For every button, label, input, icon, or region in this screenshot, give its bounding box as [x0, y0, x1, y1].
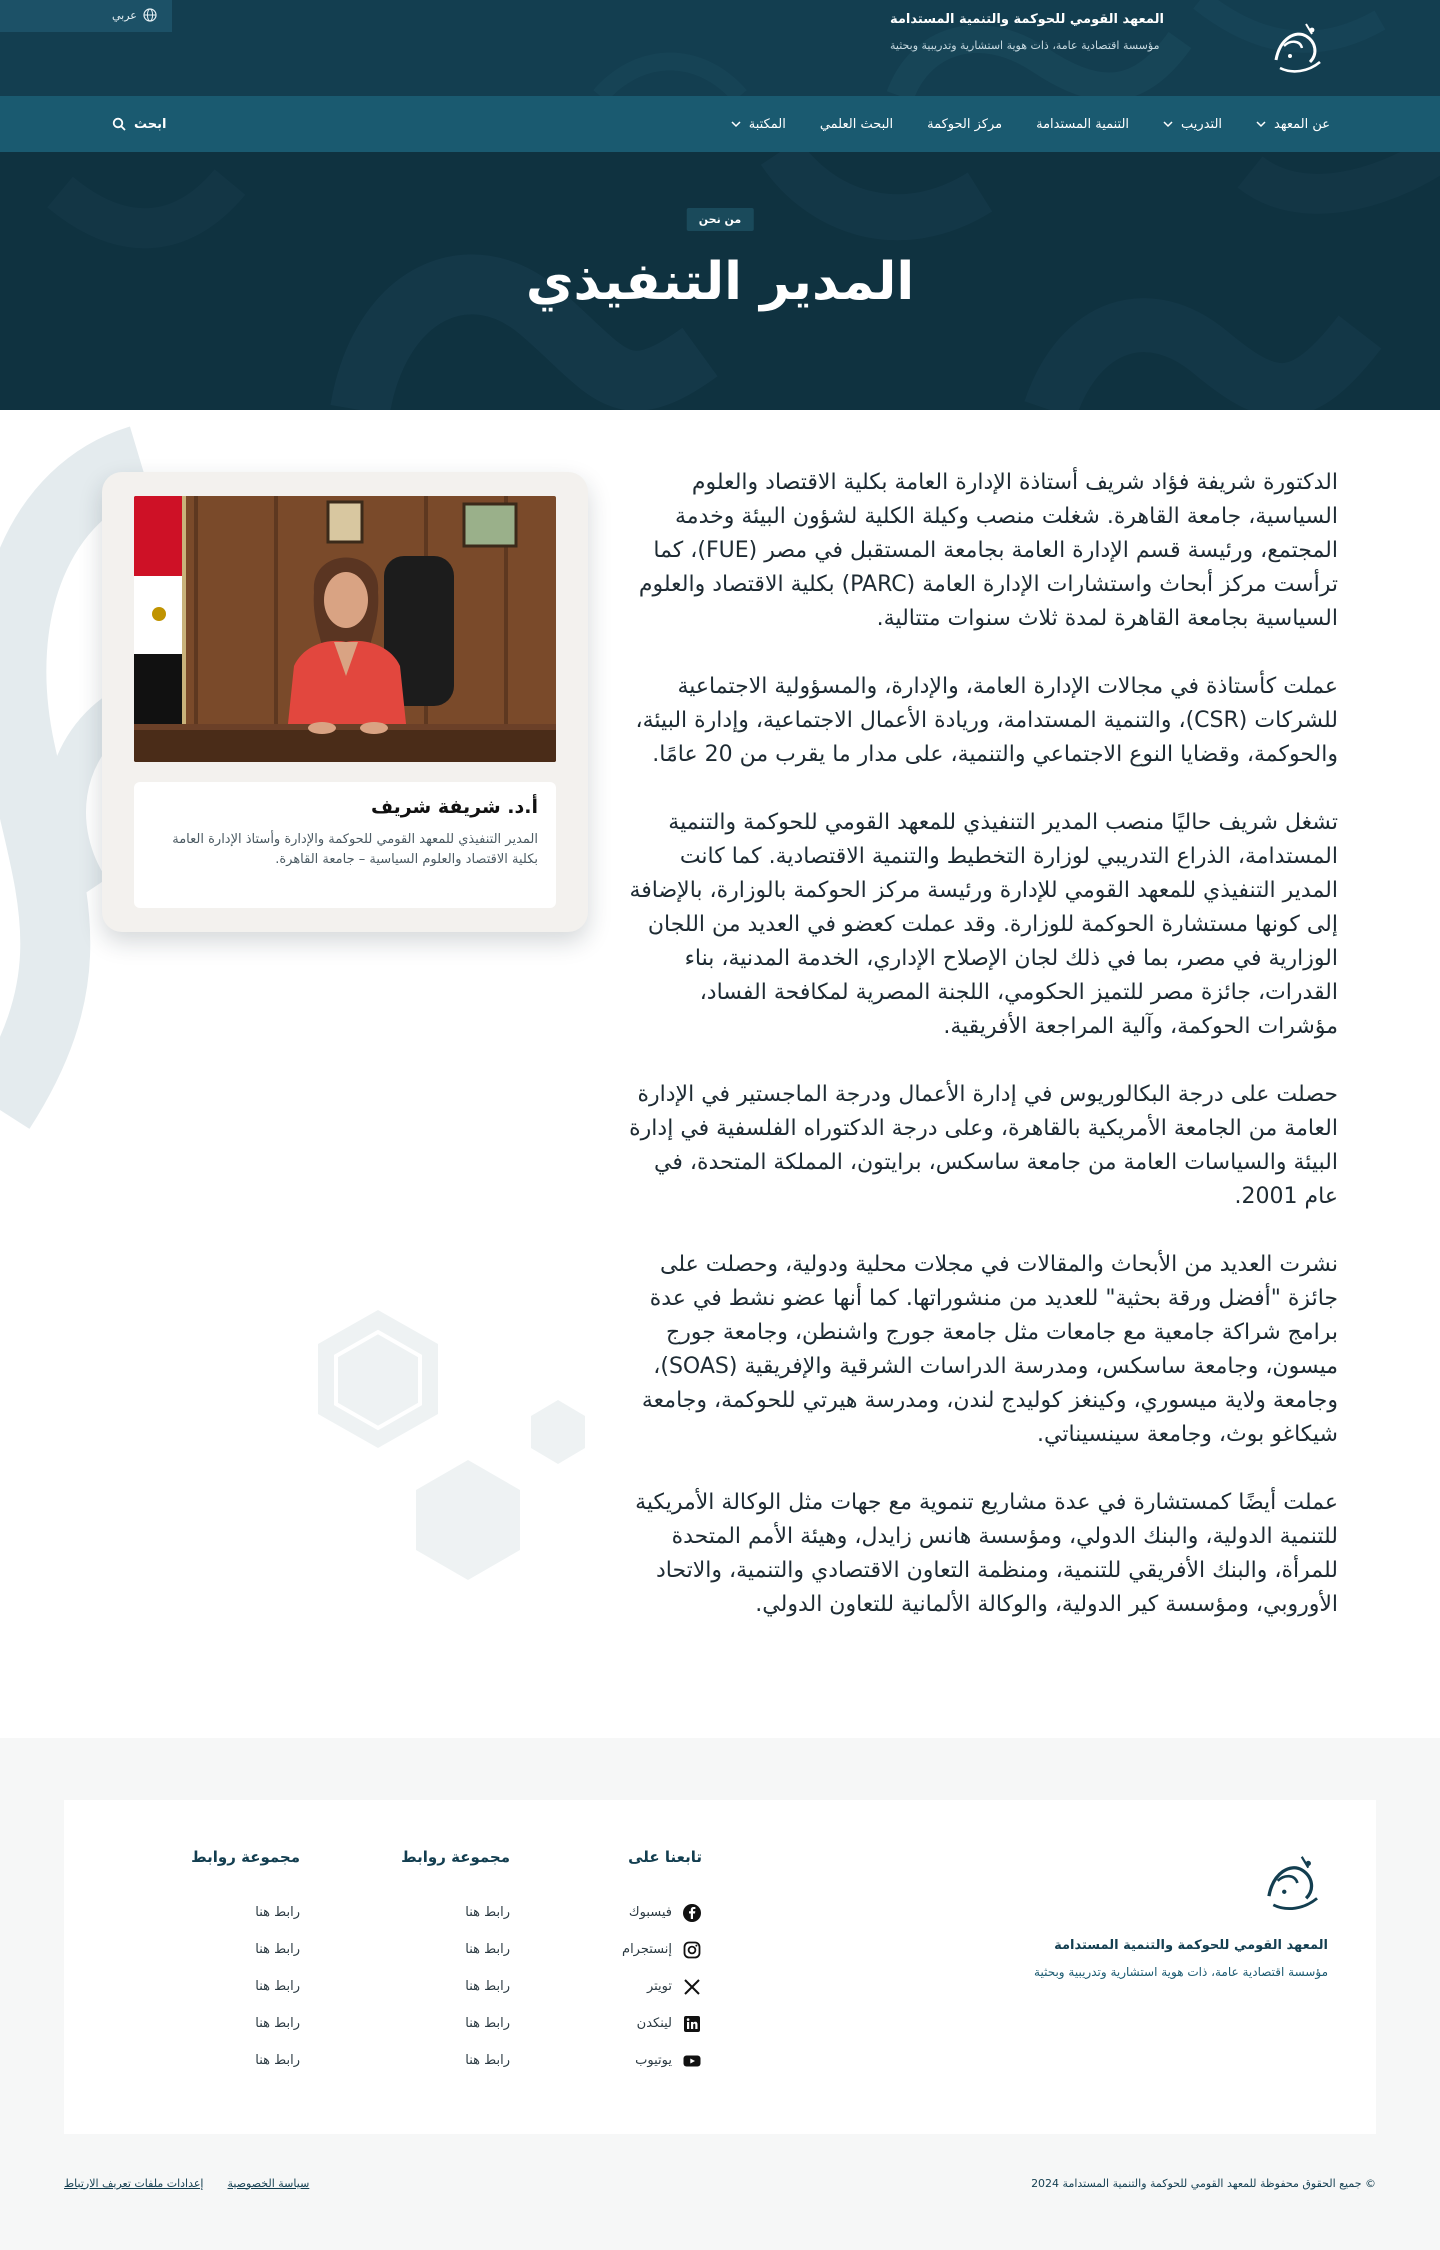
footer-link[interactable]: رابط هنا	[255, 2053, 300, 2068]
footer-panel	[64, 1800, 1376, 2134]
bio-paragraph: عملت كأستاذة في مجالات الإدارة العامة، والإدارة، والمسؤولية الاجتماعية للشركات (CSR)، والتنمية المستدامة، وريادة الأعمال الاجتماعية، وإدارة البيئة، والحوكمة، وقضايا النوع الاجتماعي والتنمية، على مدار ما يقرب من 20 عامًا.	[635, 674, 1338, 767]
social-link-youtube[interactable]	[622, 2042, 702, 2079]
nav-item-library[interactable]	[731, 117, 786, 132]
footer-link[interactable]: رابط هنا	[255, 2016, 300, 2031]
nav-item-label: مركز الحوكمة	[927, 116, 1003, 132]
profile-photo	[134, 496, 556, 762]
nav-item-about[interactable]	[1256, 117, 1330, 132]
chevron-down-icon	[1163, 119, 1173, 129]
social-link-label: إنستجرام	[622, 1942, 672, 1957]
brand-name: المعهد القومي للحوكمة والتنمية المستدامة	[890, 12, 1164, 27]
privacy-policy-link[interactable]: سياسة الخصوصية	[227, 2176, 310, 2190]
nav-item-label: التدريب	[1181, 116, 1223, 132]
nav-item-sustainable-development[interactable]	[1036, 117, 1129, 132]
footer-column-title: مجموعة روابط	[191, 1848, 300, 1866]
cookie-settings-link[interactable]: إعدادات ملفات تعريف الارتباط	[64, 2176, 204, 2190]
nav-menu	[731, 96, 1330, 152]
social-link-twitter[interactable]	[622, 1968, 702, 2005]
instagram-icon	[682, 1940, 702, 1960]
social-link-label: لينكدن	[636, 2016, 672, 2031]
nav-item-training[interactable]	[1163, 117, 1222, 132]
footer-brand-tagline: مؤسسة اقتصادية عامة، ذات هوية استشارية وتدريبية وبحثية	[1034, 1965, 1328, 1979]
social-link-instagram[interactable]	[622, 1931, 702, 1968]
bio-paragraph: تشغل شريف حاليًا منصب المدير التنفيذي للمعهد القومي للحوكمة والتنمية المستدامة، الذراع التدريبي لوزارة التخطيط والتنمية الاقتصادية. كما كانت المدير التنفيذي للمعهد القومي للإدارة ورئيسة مركز الحوكمة بالوزارة، بالإضافة إلى كونها مستشارة الحوكمة للوزارة. وقد عملت كعضو في العديد من اللجان الوزارية في مصر، بما في ذلك لجان الإصلاح الإداري، الخدمة المدنية، بناء القدرات، جائزة مصر للتميز الحكومي، اللجنة المصرية لمكافحة الفساد، مؤشرات الحوكمة، وآلية المراجعة الأفريقية.	[629, 810, 1338, 1039]
language-label: عربي	[112, 8, 137, 22]
social-link-linkedin[interactable]	[622, 2005, 702, 2042]
footer-link[interactable]: رابط هنا	[465, 2016, 510, 2031]
profile-card	[102, 472, 588, 932]
bio-paragraph: حصلت على درجة البكالوريوس في إدارة الأعمال ودرجة الماجستير في الإدارة العامة من الجامعة الأمريكية بالقاهرة، وعلى درجة الدكتوراه الفلسفية في إدارة البيئة والسياسات العامة من جامعة ساسكس، برايتون، المملكة المتحدة، في عام 2001.	[629, 1082, 1338, 1209]
profile-name: أ.د. شريفة شريف	[370, 796, 538, 818]
nav-item-governance-center[interactable]	[927, 117, 1002, 132]
footer-brand	[988, 1848, 1328, 1979]
nav-item-label: البحث العلمي	[819, 116, 894, 132]
nav-item-label: التنمية المستدامة	[1036, 116, 1130, 132]
footer-link[interactable]: رابط هنا	[255, 1905, 300, 1920]
linkedin-icon	[682, 2014, 702, 2034]
footer	[0, 1738, 1440, 2250]
brand-tagline: مؤسسة اقتصادية عامة، ذات هوية استشارية وتدريبية وبحثية	[890, 39, 1160, 52]
institute-logo-icon	[1258, 1848, 1328, 1918]
facebook-icon	[682, 1903, 702, 1923]
footer-link[interactable]: رابط هنا	[255, 1979, 300, 1994]
youtube-icon	[682, 2051, 702, 2071]
footer-link[interactable]: رابط هنا	[465, 1979, 510, 1994]
footer-follow-column	[622, 1848, 702, 2079]
breadcrumb[interactable]: من نحن	[687, 208, 754, 231]
search-button[interactable]	[112, 96, 166, 152]
nav-item-label: المكتبة	[748, 116, 786, 132]
globe-icon	[143, 8, 157, 22]
footer-links-column-1	[401, 1848, 510, 2079]
chevron-down-icon	[731, 119, 741, 129]
nav-item-research[interactable]	[820, 117, 893, 132]
legal-links	[64, 2177, 309, 2190]
bio-paragraph: الدكتورة شريفة فؤاد شريف أستاذة الإدارة العامة بكلية الاقتصاد والعلوم السياسية، جامعة القاهرة. شغلت منصب وكيلة الكلية لشؤون البيئة وخدمة المجتمع، ورئيسة قسم الإدارة العامة بجامعة المستقبل في مصر (FUE)، كما ترأست مركز أبحاث واستشارات الإدارة العامة (PARC) بكلية الاقتصاد والعلوم السياسية بجامعة القاهرة لمدة ثلاث سنوات متتالية.	[638, 470, 1338, 631]
bio-paragraph: عملت أيضًا كمستشارة في عدة مشاريع تنموية مع جهات مثل الوكالة الأمريكية للتنمية الدولية، والبنك الدولي، ومؤسسة هانس زايدل، وهيئة الأمم المتحدة للمرأة، والبنك الأفريقي للتنمية، ومنظمة التعاون الاقتصادي والتنمية، والاتحاد الأوروبي، ومؤسسة كير الدولية، والوكالة الألمانية للتعاون الدولي.	[635, 1490, 1338, 1617]
bio-paragraph: نشرت العديد من الأبحاث والمقالات في مجلات محلية ودولية، وحصلت على جائزة "أفضل ورقة بحثية" للعديد من منشوراتها. كما أنها عضو نشط في عدة برامج شراكة جامعية مع جامعات مثل جامعة جورج واشنطن، وجامعة جورج ميسون، وجامعة ساسكس، ومدرسة الدراسات الشرقية والإفريقية (SOAS)، وجامعة ولاية ميسوري، وكينغز كوليدج لندن، ومدرسة هيرتي للحوكمة، وجامعة شيكاغو بوث، وجامعة سينسيناتي.	[641, 1252, 1338, 1447]
top-header-bar	[0, 0, 1440, 96]
footer-link[interactable]: رابط هنا	[465, 2053, 510, 2068]
search-label: ابحث	[134, 116, 167, 132]
footer-column-title: تابعنا على	[628, 1848, 702, 1866]
copyright-text: © جميع الحقوق محفوظة للمعهد القومي للحوكمة والتنمية المستدامة 2024	[1031, 2176, 1376, 2190]
page-title: المدير التنفيذي	[525, 252, 915, 312]
main-navigation	[0, 96, 1440, 152]
language-switch[interactable]	[112, 8, 157, 22]
footer-column-title: مجموعة روابط	[401, 1848, 510, 1866]
social-link-label: يوتيوب	[635, 2053, 672, 2068]
footer-link[interactable]: رابط هنا	[465, 1905, 510, 1920]
bio-article	[618, 466, 1338, 1656]
footer-link[interactable]: رابط هنا	[255, 1942, 300, 1957]
social-link-facebook[interactable]	[622, 1894, 702, 1931]
social-link-label: فيسبوك	[628, 1905, 672, 1920]
nav-item-label: عن المعهد	[1274, 116, 1330, 132]
footer-link[interactable]: رابط هنا	[465, 1942, 510, 1957]
search-icon	[112, 117, 126, 131]
page-hero	[0, 152, 1440, 410]
chevron-down-icon	[1256, 119, 1266, 129]
brand-text	[890, 12, 1290, 52]
footer-brand-name: المعهد القومي للحوكمة والتنمية المستدامة	[1054, 1938, 1328, 1953]
x-twitter-icon	[682, 1977, 702, 1997]
footer-links-column-2	[191, 1848, 300, 2079]
social-link-label: تويتر	[646, 1979, 672, 1994]
footer-bottom-bar	[64, 2168, 1376, 2198]
profile-description: المدير التنفيذي للمعهد القومي للحوكمة والإدارة وأستاذ الإدارة العامة بكلية الاقتصاد والعلوم السياسية – جامعة القاهرة.	[172, 832, 538, 867]
profile-caption	[134, 782, 556, 908]
